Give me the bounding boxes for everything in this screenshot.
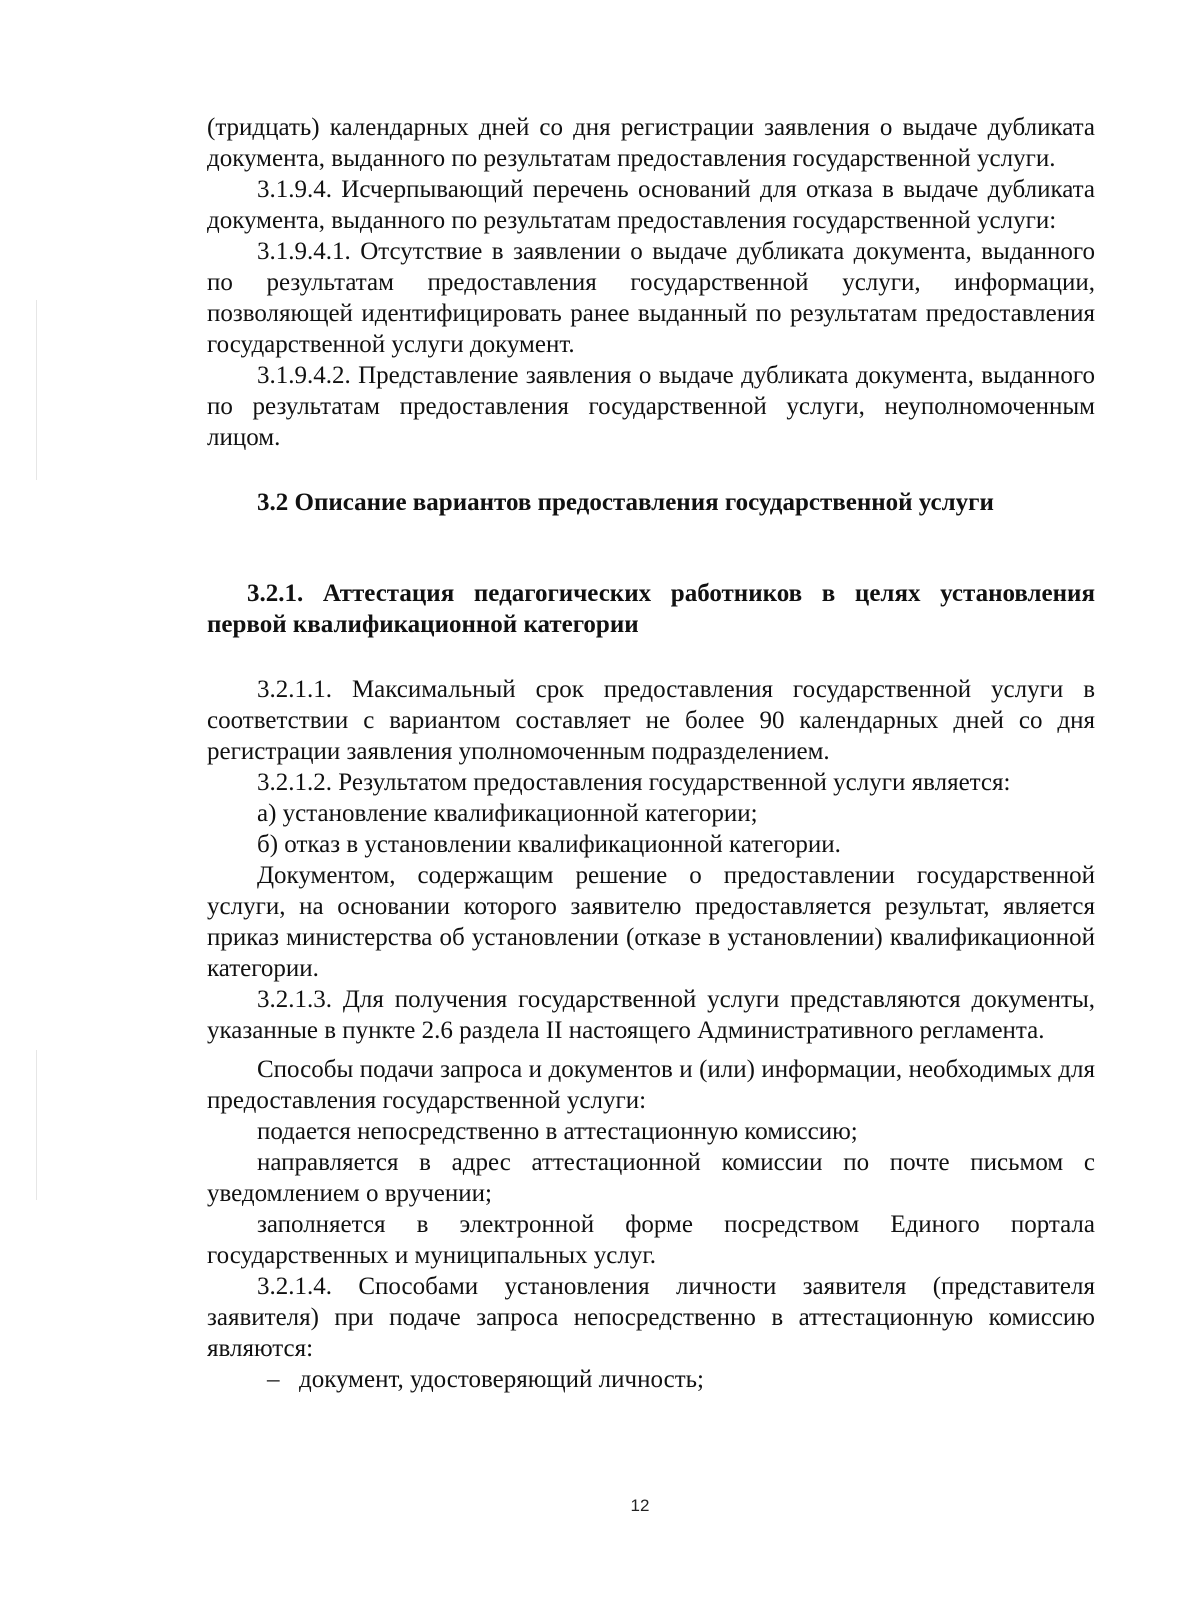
scan-edge-line [36, 300, 37, 480]
submission-method-portal: заполняется в электронной форме посредством Единого портала государственных и муниципальных услуг. [207, 1211, 1095, 1269]
page-number: 12 [630, 1496, 650, 1515]
paragraph-3-1-9-4: 3.1.9.4. Исчерпывающий перечень оснований для отказа в выдаче дубликата документа, выданного по результатам предоставления государственной услуги: [207, 176, 1095, 234]
list-item-b: б) отказ в установлении квалификационной категории. [257, 831, 841, 858]
paragraph-3-1-9-4-1: 3.1.9.4.1. Отсутствие в заявлении о выдаче дубликата документа, выданного по результатам предоставления государственной услуги, информации, позволяющей идентифицировать ранее выданный по результатам предоставления государственной услуги документ. [207, 238, 1095, 358]
submission-method-mail: направляется в адрес аттестационной комиссии по почте письмом с уведомлением о вручении; [207, 1149, 1095, 1207]
paragraph-3-2-1-2: 3.2.1.2. Результатом предоставления государственной услуги является: [257, 769, 1011, 796]
document-body [207, 112, 1095, 1395]
paragraph-3-2-1-3: 3.2.1.3. Для получения государственной услуги представляются документы, указанные в пункте 2.6 раздела II настоящего Административного регламента. [207, 986, 1095, 1044]
subsection-heading-3-2-1: 3.2.1. Аттестация педагогических работников в целях установления первой квалификационной категории [207, 580, 1095, 638]
dash-marker: – [267, 1366, 280, 1393]
submission-method-direct: подается непосредственно в аттестационную комиссию; [257, 1118, 858, 1145]
dash-list-item [207, 1364, 1095, 1395]
list-item-a: а) установление квалификационной категории; [257, 800, 758, 827]
section-heading-3-2: 3.2 Описание вариантов предоставления государственной услуги [257, 489, 994, 516]
dash-list-item-text: документ, удостоверяющий личность; [299, 1366, 704, 1393]
paragraph-decision-document: Документом, содержащим решение о предоставлении государственной услуги, на основании которого заявителю предоставляется результат, является приказ министерства об установлении (отказе в установлении) квалификационной категории. [207, 862, 1095, 982]
paragraph-3-1-9-4-2: 3.1.9.4.2. Представление заявления о выдаче дубликата документа, выданного по результатам предоставления государственной услуги, неуполномоченным лицом. [207, 362, 1095, 451]
paragraph-submission-methods: Способы подачи запроса и документов и (или) информации, необходимых для предоставления государственной услуги: [207, 1056, 1095, 1114]
paragraph-continuation: (тридцать) календарных дней со дня регистрации заявления о выдаче дубликата документа, выданного по результатам предоставления государственной услуги. [207, 114, 1095, 172]
paragraph-3-2-1-1: 3.2.1.1. Максимальный срок предоставления государственной услуги в соответствии с вариантом составляет не более 90 календарных дней со дня регистрации заявления уполномоченным подразделением. [207, 676, 1095, 765]
paragraph-3-2-1-4: 3.2.1.4. Способами установления личности заявителя (представителя заявителя) при подаче запроса непосредственно в аттестационную комиссию являются: [207, 1273, 1095, 1362]
scan-edge-line [36, 1050, 37, 1200]
